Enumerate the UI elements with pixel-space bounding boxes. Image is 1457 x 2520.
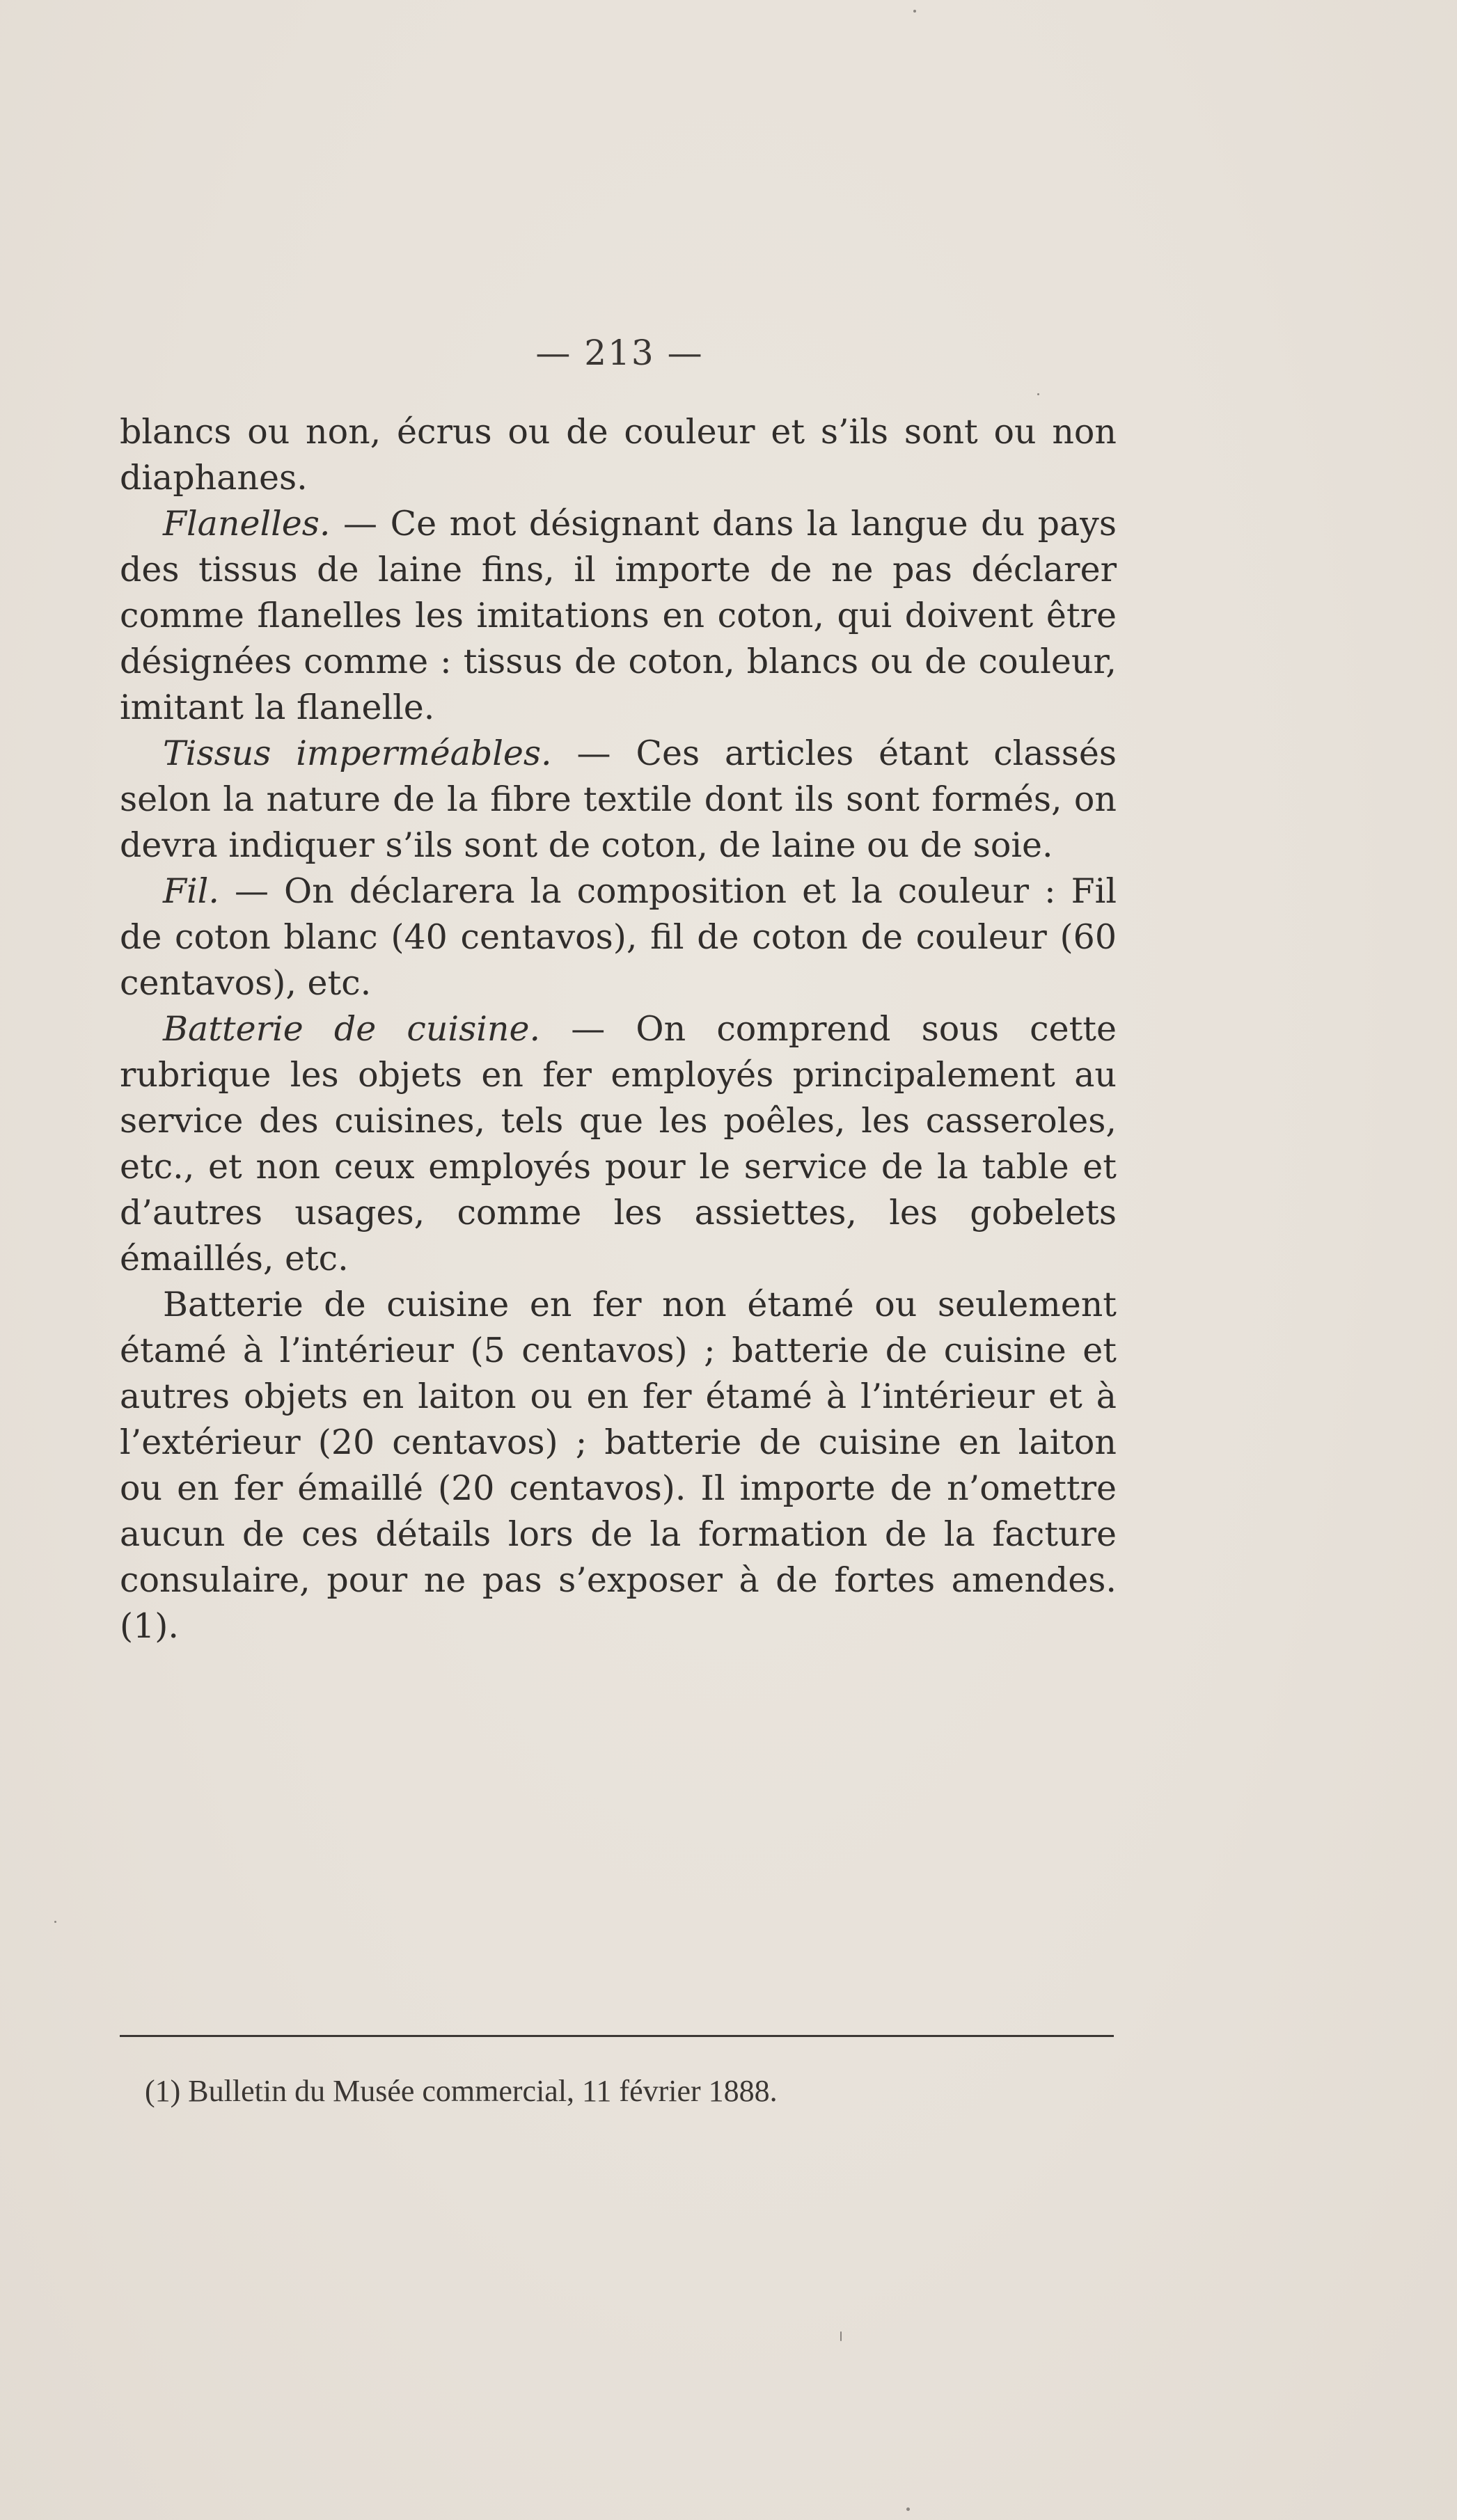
paragraph-text: — On déclarera la composition et la couleur : Fil de coton blanc (40 centavos), fil de coton de couleur (60 centavos), etc.: [120, 871, 1117, 1003]
paragraph-heading: Tissus imperméables.: [163, 734, 552, 773]
paragraph-continuation: [120, 409, 1117, 501]
paragraph-text: Batterie de cuisine en fer non étamé ou seulement étamé à l’intérieur (5 centavos) ; batterie de cuisine et autres objets en laiton ou en fer étamé à l’intérieur et à l’extérieur (20 centavos) ; batterie de cuisine en laiton ou en fer émaillé (20 centavos). Il importe de n’omettre aucun de ces détails lors de la formation de la facture consulaire, pour ne pas s’exposer à de fortes amendes. (1).: [120, 1285, 1117, 1646]
paper-speck: [1037, 393, 1039, 395]
paragraph-text: — Ce mot désignant dans la langue du pays des tissus de laine fins, il importe de ne pas déclarer comme flanelles les imitations en coton, qui doivent être désignées comme : tissus de coton, blancs ou de couleur, imitant la flanelle.: [120, 504, 1117, 727]
paragraph-flanelles: [120, 501, 1117, 731]
footnote: (1) Bulletin du Musée commercial, 11 février 1888.: [145, 2074, 778, 2108]
footnote-divider: [120, 2035, 1114, 2037]
page-number: — 213 —: [535, 333, 704, 373]
paragraph-heading: Batterie de cuisine.: [163, 1009, 541, 1049]
paragraph-text: — On comprend sous cette rubrique les objets en fer employés principalement au service des cuisines, tels que les poêles, les casseroles, etc., et non ceux employés pour le service de la table et d’autres usages, comme les assiettes, les gobelets émaillés, etc.: [120, 1009, 1117, 1278]
paper-speck: [840, 2331, 842, 2341]
paragraph-tissus-impermeables: [120, 731, 1117, 869]
paragraph-fil: [120, 869, 1117, 1006]
paper-speck: [913, 10, 916, 13]
paragraph-text: — Ces articles étant classés selon la nature de la fibre textile dont ils sont formés, on devra indiquer s’ils sont de coton, de laine ou de soie.: [120, 734, 1117, 865]
paragraph-text: blancs ou non, écrus ou de couleur et s’ils sont ou non diaphanes.: [120, 412, 1117, 498]
paragraph-heading: Flanelles.: [163, 504, 331, 544]
paper-speck: [906, 2507, 910, 2511]
paragraph-batterie-details: [120, 1282, 1117, 1649]
body-text: [120, 409, 1117, 1649]
paper-speck: [54, 1921, 56, 1923]
paragraph-batterie-de-cuisine: [120, 1006, 1117, 1282]
paragraph-heading: Fil.: [163, 871, 219, 911]
